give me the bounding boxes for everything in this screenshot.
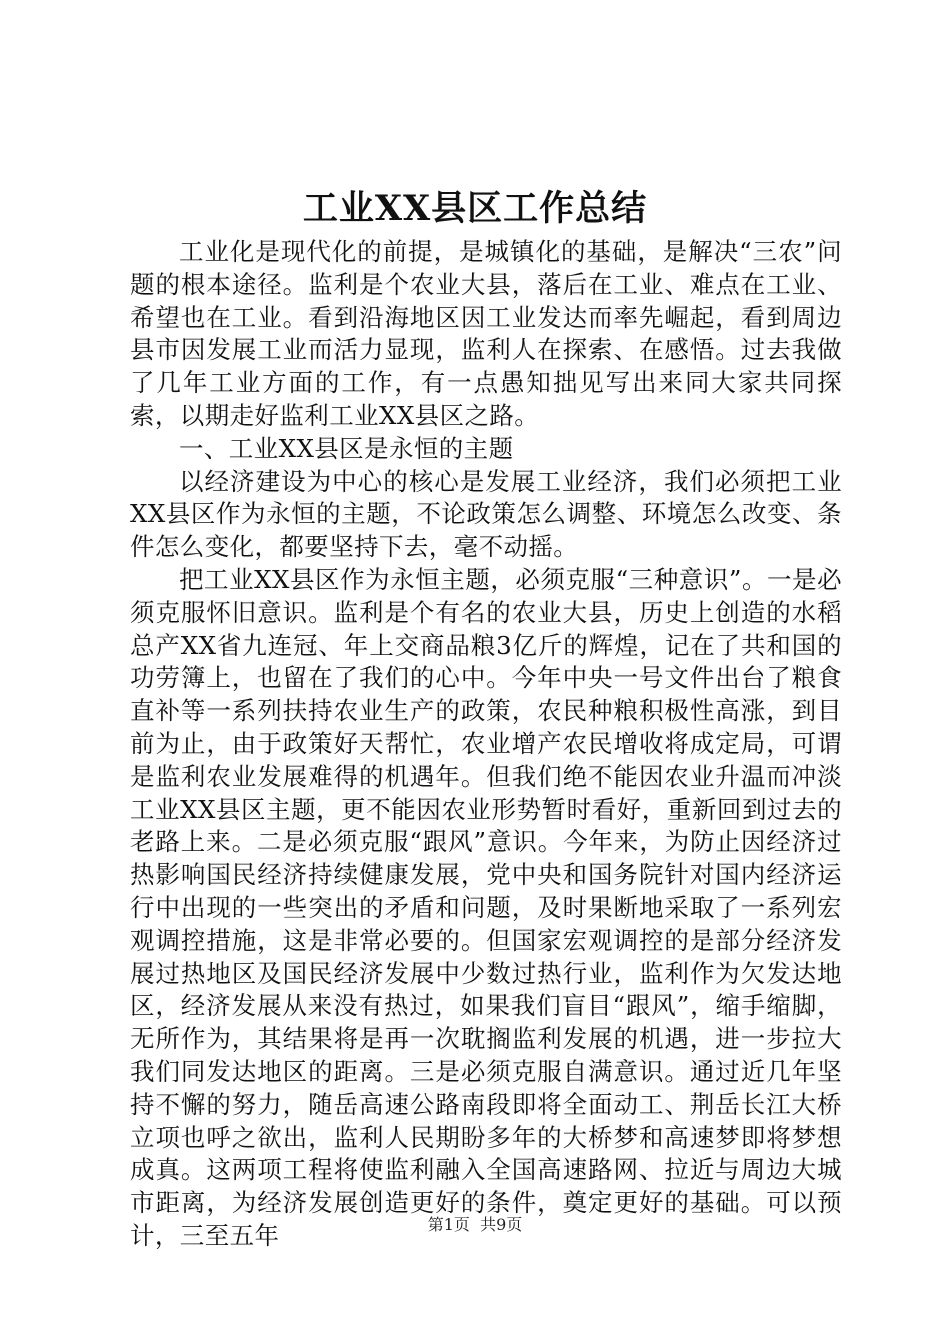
document-body: [130, 236, 842, 1253]
document-title: 工业XX县区工作总结: [302, 188, 648, 229]
paragraph-intro: 工业化是现代化的前提，是城镇化的基础，是解决“三农”问题的根本途径。监利是个农业大县，落后在工业、难点在工业、希望也在工业。看到沿海地区因工业发达而率先崛起，看到周边县市因发展工业而活力显现，监利人在探索、在感悟。过去我做了几年工业方面的工作，有一点愚知拙见写出来同大家共同探索，以期走好监利工业XX县区之路。: [130, 237, 842, 430]
page-total: 共9页: [480, 1215, 523, 1234]
page-number: 第1页: [427, 1215, 470, 1234]
page-footer: [0, 1214, 950, 1236]
paragraph-three-awareness: 把工业XX县区作为永恒主题，必须克服“三种意识”。一是必须克服怀旧意识。监利是个有名的农业大县，历史上创造的水稻总产XX省九连冠、年上交商品粮3亿斤的辉煌，记在了共和国的功劳簿上，也留在了我们的心中。今年中央一号文件出台了粮食直补等一系列扶持农业生产的政策，农民种粮积极性高涨，到目前为止，由于政策好天帮忙，农业增产农民增收将成定局，可谓是监利农业发展难得的机遇年。但我们绝不能因农业升温而冲淡工业XX县区主题，更不能因农业形势暂时看好，重新回到过去的老路上来。二是必须克服“跟风”意识。今年来，为防止因经济过热影响国民经济持续健康发展，党中央和国务院针对国内经济运行中出现的一些突出的矛盾和问题，及时果断地采取了一系列宏观调控措施，这是非常必要的。但国家宏观调控的是部分经济发展过热地区及国民经济发展中少数过热行业，监利作为欠发达地区，经济发展从来没有热过，如果我们盲目“跟风”，缩手缩脚，无所作为，其结果将是再一次耽搁监利发展的机遇，进一步拉大我们同发达地区的距离。三是必须克服自满意识。通过近几年坚持不懈的努力，随岳高速公路南段即将全面动工、荆岳长江大桥立项也呼之欲出，监利人民期盼多年的大桥梦和高速梦即将梦想成真。这两项工程将使监利融入全国高速路网、拉近与周边大城市距离，为经济发展创造更好的条件，奠定更好的基础。可以预计，三至五年: [130, 564, 842, 1250]
paragraph-theme: 以经济建设为中心的核心是发展工业经济，我们必须把工业XX县区作为永恒的主题，不论政策怎么调整、环境怎么改变、条件怎么变化，都要坚持下去，毫不动摇。: [130, 466, 842, 562]
section-heading: 一、工业XX县区是永恒的主题: [179, 433, 514, 463]
